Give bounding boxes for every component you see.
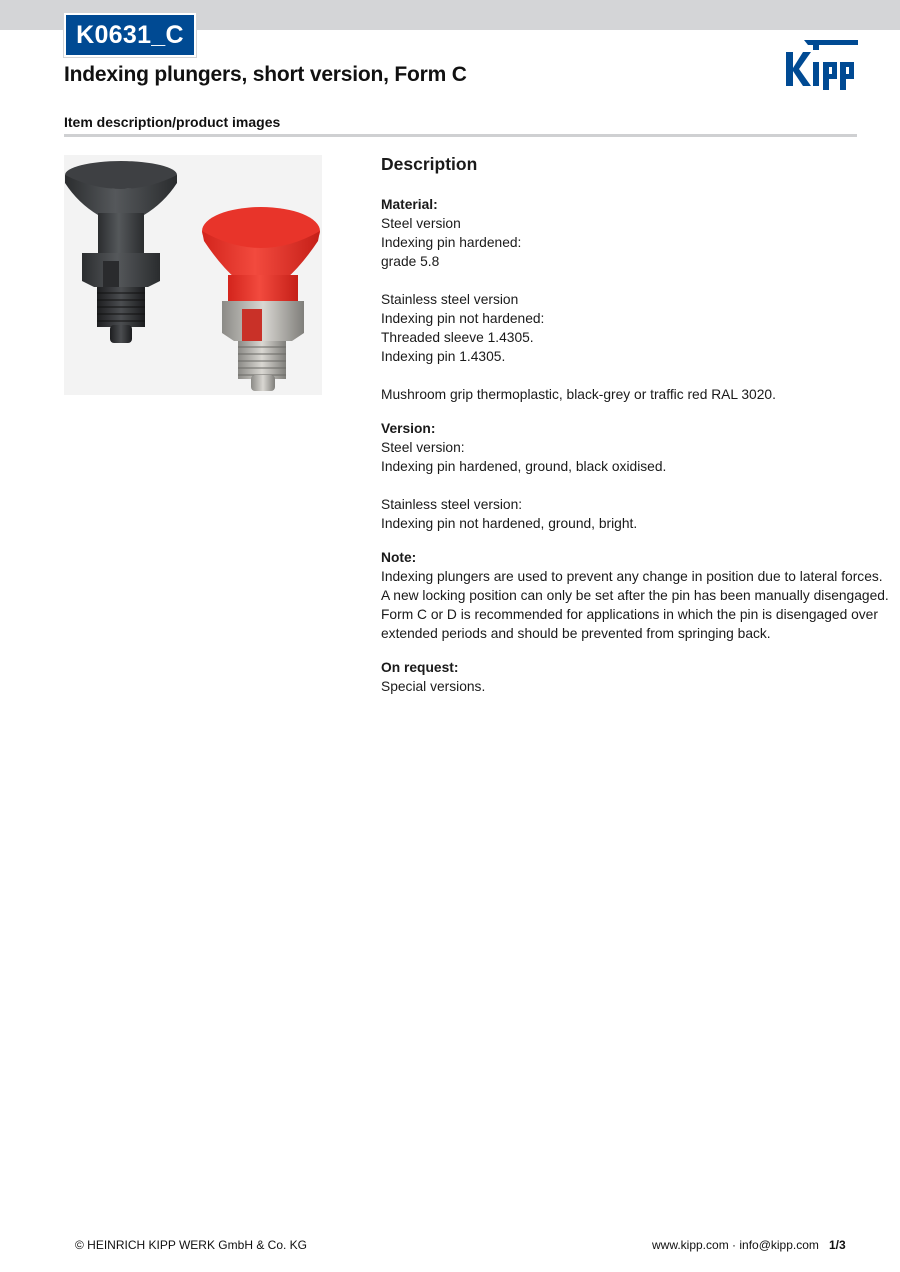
version-stainless-line: Indexing pin not hardened, ground, bright. <box>381 516 638 531</box>
version-steel-line: Indexing pin hardened, ground, black oxidised. <box>381 459 667 474</box>
page-number: 1/3 <box>829 1238 846 1252</box>
red-plunger <box>202 207 320 391</box>
note-title: Note: <box>381 550 417 565</box>
product-image <box>64 155 322 395</box>
version-stainless-line: Stainless steel version: <box>381 497 523 512</box>
version-steel-line: Steel version: <box>381 440 465 455</box>
kipp-logo <box>784 38 859 92</box>
material-steel-line: Steel version <box>381 216 461 231</box>
material-stainless-line: Indexing pin not hardened: <box>381 311 545 326</box>
footer-contact: www.kipp.com · info@kipp.com <box>652 1238 819 1252</box>
description-panel <box>381 152 889 696</box>
material-stainless-line: Threaded sleeve 1.4305. <box>381 330 534 345</box>
description-heading: Description <box>381 154 478 174</box>
product-code-badge: K0631_C <box>64 13 196 57</box>
black-plunger <box>65 161 177 343</box>
section-divider <box>64 134 857 137</box>
material-stainless-line: Indexing pin 1.4305. <box>381 349 506 364</box>
material-grip-line: Mushroom grip thermoplastic, black-grey or traffic red RAL 3020. <box>381 387 776 402</box>
material-steel-line: Indexing pin hardened: <box>381 235 522 250</box>
request-title: On request: <box>381 660 459 675</box>
page-title: Indexing plungers, short version, Form C <box>64 63 467 86</box>
note-line: Indexing plungers are used to prevent any change in position due to lateral forces. <box>381 569 883 584</box>
request-text: Special versions. <box>381 679 486 694</box>
note-line: extended periods and should be prevented from springing back. <box>381 626 771 641</box>
footer-copyright: © HEINRICH KIPP WERK GmbH & Co. KG <box>75 1238 307 1252</box>
material-steel-line: grade 5.8 <box>381 254 440 269</box>
material-stainless-line: Stainless steel version <box>381 292 519 307</box>
section-label: Item description/product images <box>64 114 281 130</box>
material-title: Material: <box>381 197 438 212</box>
note-line: A new locking position can only be set after the pin has been manually disengaged. <box>381 588 889 603</box>
note-line: Form C or D is recommended for applications in which the pin is disengaged over <box>381 607 878 622</box>
version-title: Version: <box>381 421 436 436</box>
